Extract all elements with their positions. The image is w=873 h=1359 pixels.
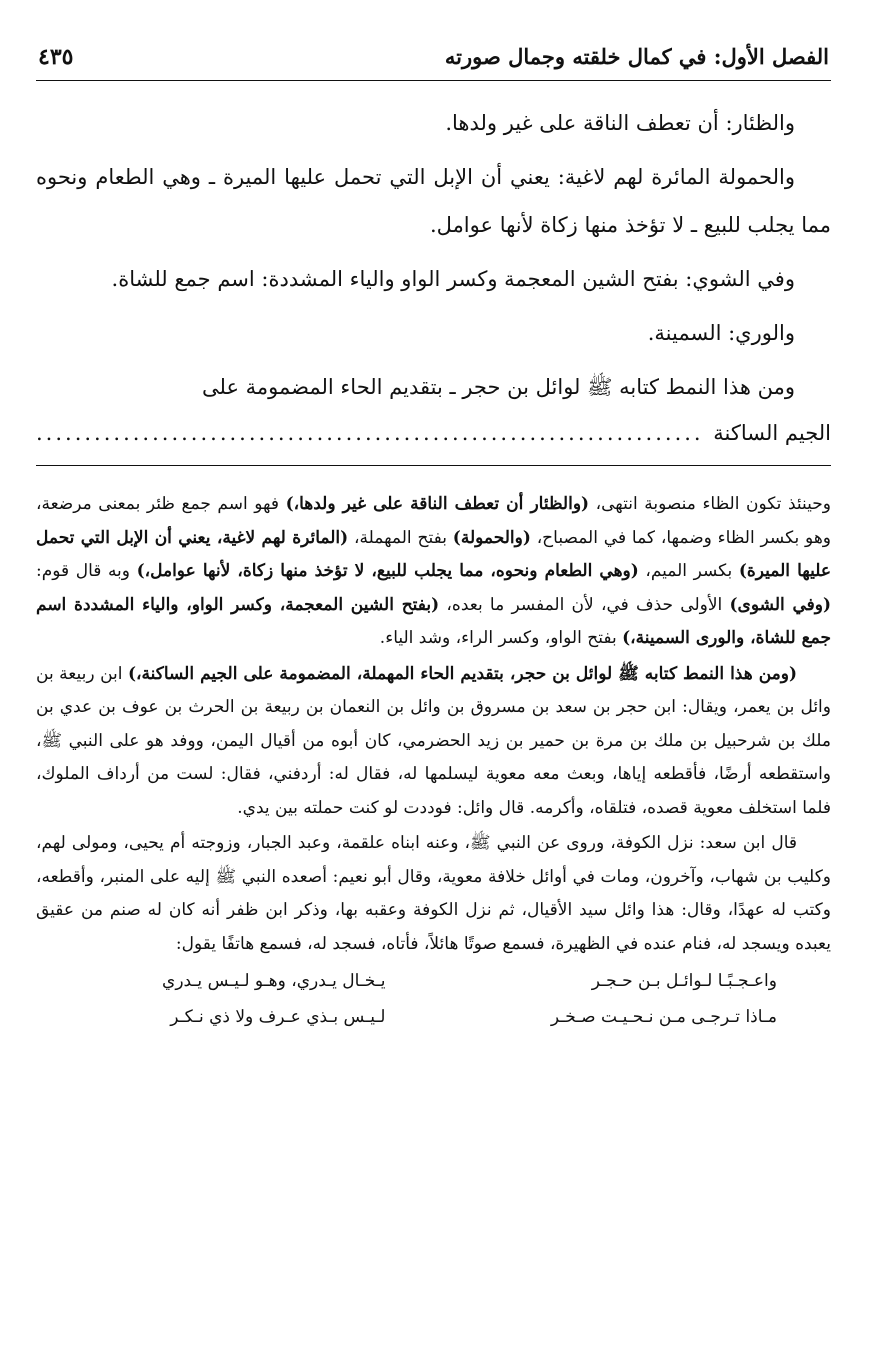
verse-first-hemistich: واعـجـبًـا لـوائـل بـن حـجـر — [591, 971, 777, 991]
poem-verse — [36, 999, 831, 1035]
commentary-text-run: وحينئذ تكون الظاء منصوبة انتهى، — [589, 494, 831, 514]
verse-second-hemistich: يـخـال يـدري، وهـو لـيـس يـدري — [162, 971, 386, 991]
separator-rule — [36, 465, 831, 466]
verse-first-hemistich: مـاذا تـرجـى مـن نـحـيـت صـخـر — [550, 1007, 777, 1027]
quoted-matn: (والظئار أن تعطف الناقة على غير ولدها،) — [285, 494, 590, 514]
quoted-matn: (المائرة لهم لاغية، يعني أن الإبل التي تحمل عليها الميرة) — [36, 527, 832, 581]
poem — [36, 963, 831, 1035]
commentary-paragraph — [36, 488, 831, 656]
main-last-line — [36, 411, 831, 455]
commentary-text — [36, 488, 831, 1035]
commentary-paragraph — [36, 658, 831, 826]
commentary-text-run: وبه قال قوم: — [36, 561, 137, 581]
header-rule — [36, 80, 831, 81]
dot-leader: ..................................................................... — [36, 421, 704, 445]
commentary-text-run: الأولى حذف في، لأن المفسر ما بعده، — [439, 594, 730, 615]
main-paragraph: والوري: السمينة. — [647, 321, 795, 345]
quoted-matn: (وهي الطعام ونحوه، مما يجلب للبيع، لا تؤخذ منها زكاة، لأنها عوامل،) — [136, 561, 639, 581]
page-number: ٤٣٥ — [38, 44, 74, 70]
commentary-text-run: فهو اسم جمع ظئر بمعنى مرضعة، وهو بكسر الظاء وضمها، كما في المصباح، — [36, 494, 832, 548]
main-text — [36, 99, 831, 455]
main-paragraph-end: الجيم الساكنة — [713, 421, 831, 445]
main-paragraph: ومن هذا النمط كتابه ﷺ لوائل بن حجر ـ بتقديم الحاء المضمومة على — [202, 375, 795, 399]
verse-second-hemistich: لـيـس بـذي عـرف ولا ذي نـكـر — [170, 1007, 386, 1027]
main-paragraph: والحمولة المائرة لهم لاغية: يعني أن الإبل التي تحمل عليها الميرة ـ وهي الطعام ونحوه مما يجلب للبيع ـ لا تؤخذ منها زكاة لأنها عوامل. — [36, 165, 831, 237]
chapter-title: الفصل الأول: في كمال خلقته وجمال صورته — [444, 44, 829, 69]
commentary-text-run: بكسر الميم، — [638, 561, 739, 581]
poem-verse — [36, 963, 831, 999]
commentary-paragraph: قال ابن سعد: نزل الكوفة، وروى عن النبي ﷺ، وعنه ابناه علقمة، وعبد الجبار، وزوجته أم يحيى، ومولى لهم، وكليب بن شهاب، وآخرون، ومات في أوائل خلافة معوية، وقال أبو نعيم: أصعده النبي ﷺ إليه على المنبر، وأقطعه، وكتب له عهدًا، وقال: هذا وائل سيد الأقيال، ثم نزل الكوفة وعقبه بها، وذكر ابن ظفر أنه كان له صنم من عقيق يعبده ويسجد له، فنام عنده في الظهيرة، فسمع صوتًا هائلاً، فأتاه، فسجد له، فسمع هاتفًا يقول: — [36, 833, 831, 954]
commentary-text-run: بفتح الواو، وكسر الراء، وشد الياء. — [379, 628, 623, 648]
quoted-matn: (وفي الشوى) — [729, 594, 832, 615]
commentary-text-run: بفتح المهملة، — [348, 527, 453, 548]
quoted-matn: (والحمولة) — [452, 527, 531, 548]
quoted-matn: (بفتح الشين المعجمة، وكسر الواو، والياء المشددة اسم جمع للشاة، والورى السمينة،) — [36, 594, 831, 648]
main-paragraph: والظئار: أن تعطف الناقة على غير ولدها. — [445, 111, 795, 135]
commentary-text-run: ابن ربيعة بن وائل بن يعمر، ويقال: ابن حجر بن سعد بن مسروق بن وائل بن النعمان بن ربيعة بن الحرث بن عوف بن عدي بن ملك بن شرحبيل بن ملك بن مرة بن حمير بن زيد الحضرمي، كان أبوه من أقيال اليمن، ووفد هو على النبي ﷺ، واستقطعه أرضًا، فأقطعه إياها، وبعث معه معوية ليسلمها له، فقال له: أردفني، فقال: لست من أرداف الملوك، فلما استخلف معوية قصده، فتلقاه، وأكرمه. قال وائل: فوددت لو كنت حملته بين يدي. — [36, 663, 831, 818]
quoted-matn: (ومن هذا النمط كتابه ﷺ لوائل بن حجر، بتقديم الحاء المهملة، المضمومة على الجيم الساكنة،) — [127, 663, 797, 684]
book-page — [36, 40, 831, 1035]
main-paragraph: وفي الشوي: بفتح الشين المعجمة وكسر الواو والياء المشددة: اسم جمع للشاة. — [111, 267, 795, 291]
running-header — [36, 40, 831, 80]
